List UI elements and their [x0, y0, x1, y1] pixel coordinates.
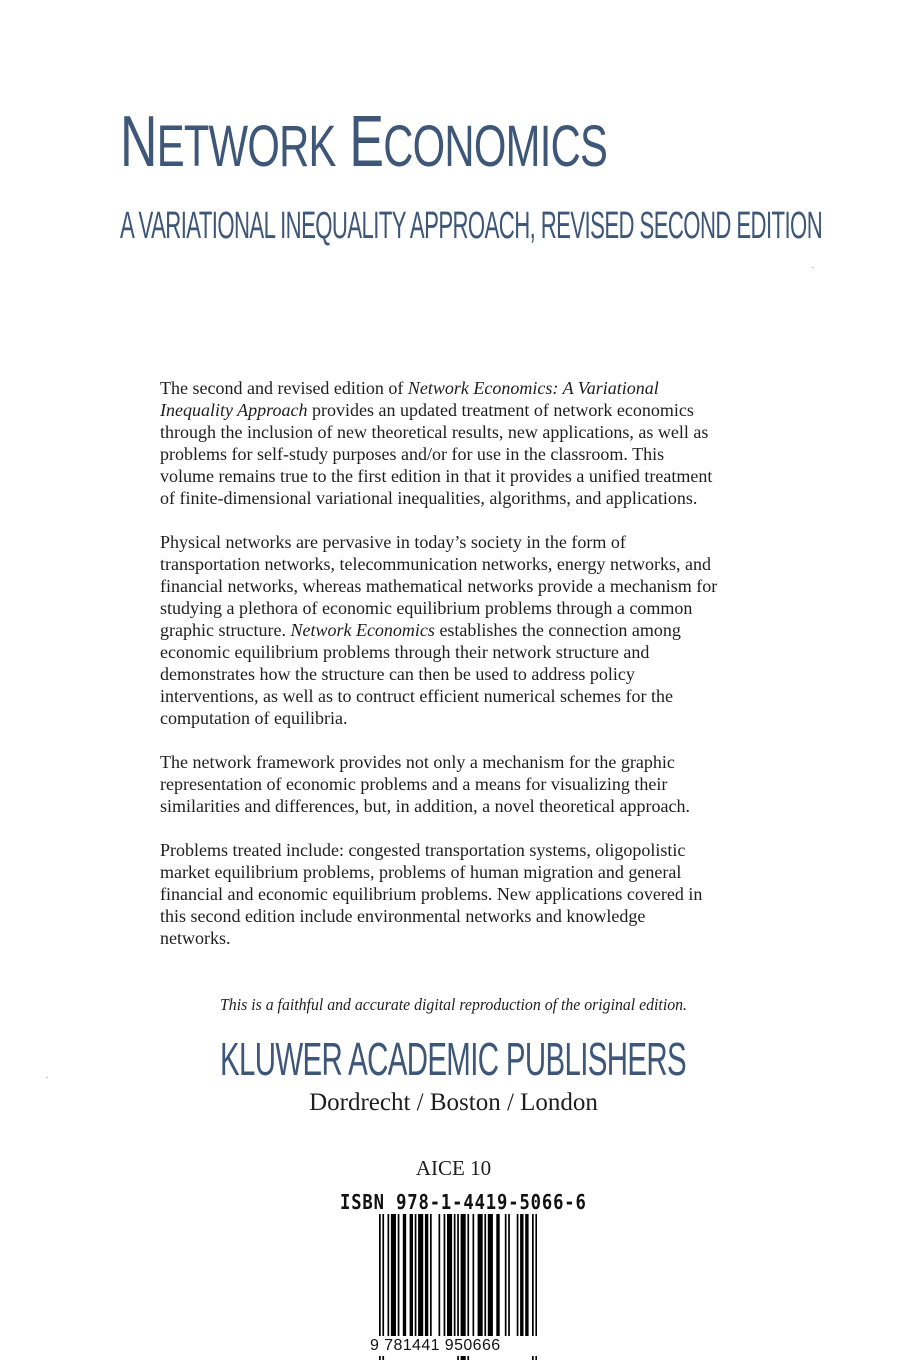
- description-paragraph-3: The network framework provides not only a mechanism for the graphic representation of economic problems and a means for visualizing their similarities and differences, but, in addition, a novel theoretical approach.: [160, 752, 690, 816]
- barcode-bar: [444, 1214, 446, 1336]
- barcode-bar: [410, 1214, 413, 1336]
- barcode-bar: [425, 1214, 428, 1336]
- p1-book-title: Network Economics: A Variational Inequality Approach: [160, 378, 659, 420]
- barcode-bar: [520, 1214, 523, 1336]
- description: [160, 377, 720, 971]
- barcode-bar: [454, 1214, 456, 1336]
- isbn: ISBN 978-1-4419-5066-6: [340, 1190, 587, 1214]
- barcode-bar: [517, 1214, 519, 1336]
- p2-book-title: Network Economics: [290, 620, 435, 640]
- title-word-etwork: ETWORK: [156, 114, 336, 179]
- p1-text-start: The second and revised edition of: [160, 378, 408, 398]
- barcode-bar: [398, 1214, 400, 1336]
- barcode-bar: [473, 1214, 475, 1336]
- scan-speck: [812, 267, 814, 268]
- reproduction-note: This is a faithful and accurate digital reproduction of the original edition.: [220, 995, 687, 1014]
- barcode-bar: [403, 1214, 406, 1336]
- description-paragraph-4: Problems treated include: congested transportation systems, oligopolistic market equilibrium problems, problems of human migration and general financial and economic equilibrium problems. New applications covered in this second edition include environmental networks and knowledge networks.: [160, 840, 703, 948]
- publisher-cities: Dordrecht / Boston / London: [309, 1089, 598, 1116]
- book-title: [120, 104, 607, 185]
- title-initial-n: N: [120, 102, 157, 182]
- barcode-bar: [430, 1214, 432, 1336]
- p1-text-end: provides an updated treatment of network economics through the inclusion of new theoretical results, new applications, as well as problems for self-study purposes and/or for use in the classroom. This volume remains true to the first edition in that it provides a unified treatment of finite-dimensional variational inequalities, algorithms, and applications.: [160, 400, 713, 508]
- title-initial-e: E: [349, 102, 384, 182]
- barcode-bar: [496, 1214, 499, 1336]
- barcode-bar: [525, 1214, 528, 1336]
- publisher-block: [0, 1032, 907, 1086]
- barcode-bar: [484, 1214, 486, 1336]
- p2-text-end: establishes the connection among economic equilibrium problems through their network structure and demonstrates how the structure can then be used to address policy interventions, as well as to contruct efficient numerical schemes for the computation of equilibria.: [160, 620, 681, 728]
- description-paragraph-2: [160, 531, 720, 729]
- barcode-bar: [478, 1214, 483, 1336]
- barcode-bar: [508, 1214, 510, 1336]
- title-word-conomics: CONOMICS: [383, 114, 608, 179]
- series-code: AICE 10: [415, 1156, 492, 1180]
- barcode-bar: [505, 1214, 507, 1336]
- barcode-bar: [447, 1214, 452, 1336]
- barcode-bar: [488, 1214, 493, 1336]
- title-block: [120, 102, 823, 247]
- barcode-bar: [415, 1214, 417, 1336]
- barcode-bar: [388, 1214, 390, 1336]
- p2-text-start: Physical networks are pervasive in today’s society in the form of transportation networks, telecommunication networks, energy networks, and financial networks, whereas mathematical networks provide a mechanism for studying a plethora of economic equilibrium problems through a common graphic structure.: [160, 532, 718, 640]
- barcode-bar: [439, 1214, 441, 1336]
- barcode-bar: [391, 1214, 396, 1336]
- publisher-name: KLUWER ACADEMIC PUBLISHERS: [220, 1033, 687, 1085]
- description-paragraph-1: [160, 377, 720, 509]
- scan-speck: [46, 1077, 48, 1078]
- barcode-digits: 9 781441 950666: [370, 1336, 540, 1356]
- barcode-bar: [418, 1214, 423, 1336]
- book-subtitle: A VARIATIONAL INEQUALITY APPROACH, REVISED SECOND EDITION: [120, 205, 823, 247]
